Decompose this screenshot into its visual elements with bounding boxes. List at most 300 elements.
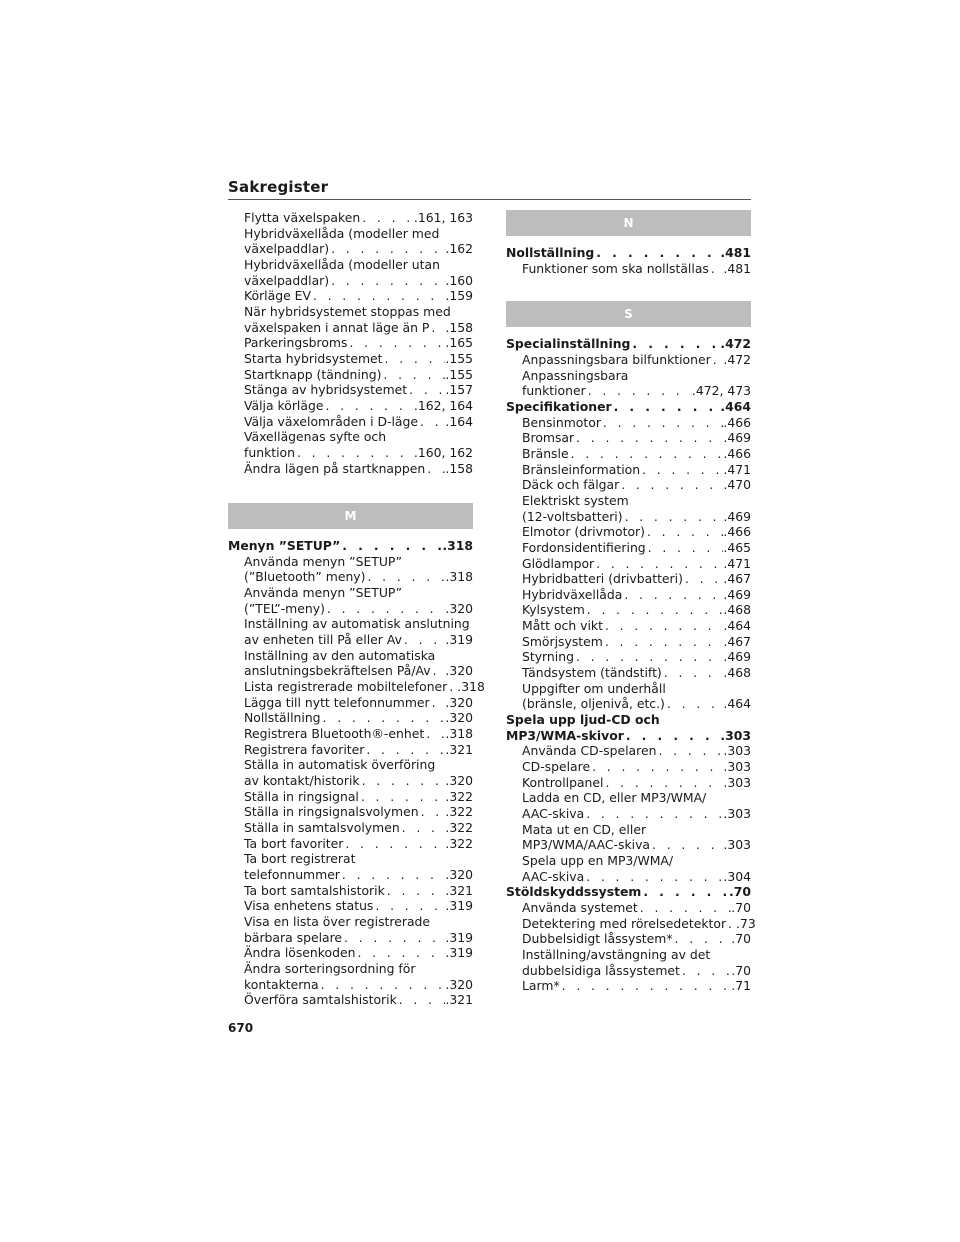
dot-leader [645,524,723,540]
dot-leader [601,415,723,431]
entry-text: Lägga till nytt telefonnummer [244,694,430,710]
dot-leader [586,383,692,399]
entry-page-ref: .320 [445,710,473,726]
dot-leader [624,728,721,744]
entry-page-ref: .469 [723,649,751,665]
page-number: 670 [228,1021,254,1035]
entry-text: (12-voltsbatteri) [522,508,623,524]
dot-leader [373,898,445,914]
dot-leader [574,430,723,446]
entry-text: telefonnummer [244,866,340,882]
index-sub-entry [228,914,473,930]
index-sub-entry [506,822,751,838]
dot-leader [323,398,413,414]
index-main-entry [506,728,751,744]
index-group-n [506,245,751,276]
entry-page-ref: .467 [723,633,751,649]
entry-text: Flytta växelspaken [244,210,361,225]
entry-text: Däck och fälgar [522,477,620,493]
index-sub-entry [228,414,473,430]
entry-page-ref: .320 [445,694,473,710]
entry-page-ref: .466 [723,445,751,461]
entry-page-ref: .161, 163 [413,210,473,225]
index-sub-entry [506,368,751,384]
section-letter-s: S [506,301,751,327]
page-title: Sakregister [228,178,329,196]
entry-page-ref: .319 [445,632,473,648]
index-sub-entry [228,789,473,805]
entry-text: Ladda en CD, eller MP3/WMA/ [522,790,707,806]
index-main-entry [506,399,751,415]
index-sub-entry [506,477,751,493]
index-sub-entry [228,569,473,585]
index-sub-entry [228,226,473,242]
entry-page-ref: .322 [445,819,473,835]
entry-text: växelpaddlar) [244,272,330,288]
dot-leader [447,679,457,695]
entry-text: Mata ut en CD, eller [522,821,647,837]
entry-text: (bränsle, oljenivå, etc.) [522,696,665,712]
entry-page-ref: .464 [723,696,751,712]
entry-page-ref: .465 [723,539,751,555]
dot-leader [574,649,723,665]
entry-text: Hybridväxellåda [522,586,623,602]
entry-page-ref: .472, 473 [691,383,751,399]
dot-leader [603,618,723,634]
entry-page-ref: .469 [723,508,751,524]
entry-text: Glödlampor [522,555,595,571]
entry-text: Ändra lösenkoden [244,945,356,961]
entry-page-ref: .481 [723,260,751,276]
entry-text: Elmotor (drivmotor) [522,524,645,540]
entry-page-ref: .471 [723,555,751,571]
entry-page-ref: .158 [445,460,473,476]
entry-text: Använda menyn ”SETUP” [244,553,403,569]
index-sub-entry [506,634,751,650]
entry-text: Menyn ”SETUP” [228,538,341,554]
index-sub-entry [506,587,751,603]
index-sub-entry [228,977,473,993]
index-sub-entry [506,571,751,587]
entry-text: Kontrollpanel [522,774,604,790]
entry-text: Hybridbatteri (drivbatteri) [522,571,683,587]
dot-leader [402,632,445,648]
entry-page-ref: .464 [723,618,751,634]
index-sub-entry [506,524,751,540]
dot-leader [683,571,723,587]
dot-leader [641,884,729,900]
entry-text: Mått och vikt [522,618,603,634]
index-group-s [506,336,756,994]
dot-leader [603,775,723,791]
entry-page-ref: .318 [457,679,485,695]
index-sub-entry [506,383,751,399]
entry-text: När hybridsystemet stoppas med [244,303,451,319]
index-sub-entry [228,601,473,617]
dot-leader [360,210,414,226]
entry-page-ref: .165 [445,335,473,351]
index-sub-entry [506,853,751,869]
entry-page-ref: .162 [445,241,473,257]
entry-page-ref: .70 [731,962,751,978]
index-sub-entry [506,602,751,618]
dot-leader [623,509,724,525]
entry-text: Spela upp en MP3/WMA/ [522,852,674,868]
index-sub-entry [228,804,473,820]
entry-text: Visa en lista över registrerade [244,913,431,929]
entry-page-ref: .157 [445,382,473,398]
entry-page-ref: .320 [445,663,473,679]
entry-page-ref: .322 [445,835,473,851]
entry-page-ref: .468 [723,602,751,618]
entry-page-ref: .466 [723,524,751,540]
index-sub-entry [506,900,751,916]
entry-page-ref: .155 [445,350,473,366]
index-group-continued [228,210,473,476]
dot-leader [311,288,445,304]
index-sub-entry [506,618,751,634]
dot-leader [329,273,445,289]
entry-page-ref: .70 [731,899,751,915]
entry-page-ref: .159 [445,288,473,304]
entry-text: dubbelsidiga låssystemet [522,962,680,978]
dot-leader [425,461,445,477]
entry-text: CD-spelare [522,759,591,775]
entry-text: Ställa in samtalsvolymen [244,819,400,835]
entry-text: Larm* [522,978,560,994]
index-sub-entry [506,261,751,277]
index-sub-entry [506,446,751,462]
index-sub-entry [228,398,473,414]
entry-text: växelpaddlar) [244,241,330,257]
header-rule [228,199,751,200]
entry-text: Bränsleinformation [522,461,641,477]
entry-page-ref: .160, 162 [413,444,473,460]
index-sub-entry [228,304,473,320]
index-sub-entry [228,648,473,664]
dot-leader [665,696,724,712]
dot-leader [594,245,720,261]
dot-leader [364,742,445,758]
index-sub-entry [228,554,473,570]
index-sub-entry [506,947,751,963]
entry-text: MP3/WMA/AAC-skiva [522,837,651,853]
index-sub-entry [506,759,751,775]
index-sub-entry [506,681,751,697]
entry-page-ref: .319 [445,929,473,945]
index-sub-entry [228,461,473,477]
section-letter-m: M [228,503,473,529]
index-sub-entry [228,757,473,773]
entry-text: Starta hybridsystemet [244,350,383,366]
entry-text: av kontakt/historik [244,773,360,788]
entry-text: Spela upp ljud-CD och [506,712,660,728]
dot-leader [590,759,723,775]
entry-page-ref: .472 [723,351,751,367]
dot-leader [295,445,414,461]
entry-text: Ställa in ringsignal [244,788,359,804]
entry-text: Ändra lägen på startknappen [244,460,426,476]
entry-text: funktion [244,444,295,460]
entry-text: Kylsystem [522,602,585,618]
index-sub-entry [506,743,751,759]
entry-text: Nollställning [506,245,595,260]
dot-leader [619,477,723,493]
index-sub-entry [506,931,751,947]
entry-text: Registrera Bluetooth®-enhet [244,726,425,742]
entry-page-ref: .319 [445,945,473,961]
dot-leader [680,963,731,979]
entry-text: Inställning av den automatiska [244,647,436,663]
dot-leader [638,900,732,916]
entry-text: Ändra sorteringsordning för [244,960,416,976]
index-column-left [228,210,485,1008]
entry-page-ref: .160 [445,272,473,288]
index-main-entry [506,245,751,261]
index-sub-entry [506,540,751,556]
dot-leader [381,367,445,383]
dot-leader [662,665,724,681]
entry-text: Uppgifter om underhåll [522,680,666,696]
entry-page-ref: .322 [445,788,473,804]
entry-page-ref: .304 [723,868,751,884]
dot-leader [594,556,723,572]
entry-page-ref: .321 [445,882,473,898]
index-sub-entry [228,820,473,836]
entry-text: Bensinmotor [522,414,601,430]
index-sub-entry [506,775,751,791]
index-main-entry [506,336,751,352]
entry-text: av enheten till På eller Av [244,632,402,648]
dot-leader [584,806,723,822]
entry-page-ref: .303 [723,837,751,853]
entry-text: Hybridväxellåda (modeller med [244,225,440,241]
entry-text: AAC-skiva [522,868,585,884]
index-sub-entry [506,790,751,806]
entry-text: Hybridväxellåda (modeller utan [244,256,440,272]
index-sub-entry [228,445,473,461]
entry-text: Bränsle [522,445,569,461]
entry-text: Lista registrerade mobiltelefoner [244,679,448,695]
dot-leader [397,992,446,1008]
entry-page-ref: .318 [445,726,473,742]
entry-page-ref: .320 [445,773,473,788]
index-sub-entry [506,869,751,885]
entry-page-ref: .321 [445,741,473,757]
index-sub-entry [228,898,473,914]
entry-page-ref: .319 [445,898,473,914]
entry-page-ref: .471 [723,461,751,477]
index-sub-entry [228,616,473,632]
index-sub-entry [228,726,473,742]
dot-leader [650,837,723,853]
dot-leader [360,773,446,789]
dot-leader [612,399,721,415]
entry-page-ref: .468 [723,665,751,681]
index-sub-entry [506,915,756,932]
index-sub-entry [228,241,473,257]
index-sub-entry [228,992,473,1008]
entry-text: Överföra samtalshistorik [244,992,397,1008]
entry-text: Dubbelsidigt låssystem* [522,931,673,947]
entry-text: Inställning av automatisk anslutning [244,616,470,632]
index-sub-entry [228,710,473,726]
index-sub-entry [506,556,751,572]
entry-text: Använda menyn ”SETUP” [244,585,403,601]
index-sub-entry [228,632,473,648]
entry-text: Använda systemet [522,899,638,915]
entry-text: Ta bort samtalshistorik [244,882,385,898]
index-sub-entry [506,430,751,446]
entry-text: Specialinställning [506,336,631,352]
index-sub-entry [228,742,473,758]
entry-text: Elektriskt system [522,492,629,508]
entry-text: Detektering med rörelsedetektor [522,915,727,931]
dot-leader [569,446,724,462]
dot-leader [622,587,723,603]
dot-leader [385,883,446,899]
entry-text: Stänga av hybridsystemet [244,382,408,398]
dot-leader [726,916,736,932]
entry-text: Välja körläge [244,397,324,413]
dot-leader [325,601,446,617]
dot-leader [359,789,446,805]
index-sub-entry [228,585,473,601]
index-sub-entry [228,288,473,304]
dot-leader [431,663,446,679]
entry-text: Ställa in automatisk överföring [244,757,436,773]
entry-page-ref: .162, 164 [413,397,473,413]
index-sub-entry [228,773,473,789]
entry-page-ref: .320 [445,976,473,992]
entry-page-ref: .469 [723,430,751,446]
dot-leader [673,931,732,947]
entry-page-ref: .71 [731,978,751,994]
index-sub-entry [228,335,473,351]
entry-text: kontakterna [244,976,319,992]
index-sub-entry [228,382,473,398]
index-group-m [228,538,485,1008]
index-sub-entry [506,352,751,368]
index-sub-entry [506,493,751,509]
dot-leader [340,538,442,554]
dot-leader [365,569,445,585]
index-sub-entry [228,257,473,273]
dot-leader [584,869,723,885]
entry-text: Nollställning [244,710,321,726]
dot-leader [383,351,446,367]
dot-leader [656,743,723,759]
entry-text: bärbara spelare [244,929,343,945]
dot-leader [321,710,446,726]
index-sub-entry [228,663,473,679]
entry-page-ref: .320 [445,600,473,616]
entry-text: växelspaken i annat läge än P [244,319,430,335]
entry-text: (”TEL”-meny) [244,600,325,616]
index-sub-entry [228,883,473,899]
entry-text: Styrning [522,649,574,665]
dot-leader [630,336,720,352]
entry-page-ref: .155 [445,366,473,382]
index-sub-entry [228,836,473,852]
index-sub-entry [228,945,473,961]
entry-page-ref: .470 [723,477,751,493]
entry-text: Ta bort favoriter [244,835,344,851]
dot-leader [424,726,445,742]
entry-page-ref: .303 [723,806,751,821]
index-sub-entry [506,806,751,822]
index-sub-entry [228,429,473,445]
index-sub-entry [506,415,751,431]
index-sub-entry [506,665,751,681]
entry-text: (”Bluetooth” meny) [244,569,366,585]
dot-leader [560,978,732,994]
index-sub-entry [506,978,751,994]
dot-leader [343,836,445,852]
entry-page-ref: .303 [723,743,751,759]
index-sub-entry [228,679,485,695]
index-sub-entry [506,963,751,979]
index-main-entry [506,712,751,728]
entry-text: Smörjsystem [522,633,603,649]
index-sub-entry [228,695,473,711]
entry-text: Bromsar [522,430,575,446]
dot-leader [709,261,724,277]
dot-leader [711,352,724,368]
index-sub-entry [228,351,473,367]
dot-leader [347,335,445,351]
index-sub-entry [506,837,751,853]
dot-leader [603,634,724,650]
entry-text: Ta bort registrerat [244,851,356,867]
entry-text: AAC-skiva [522,806,585,821]
dot-leader [429,320,445,336]
dot-leader [585,602,724,618]
index-main-entry [228,538,473,554]
entry-page-ref: .320 [445,866,473,882]
entry-page-ref: .481 [720,245,751,260]
entry-page-ref: .472 [720,336,751,352]
index-sub-entry [506,696,751,712]
index-sub-entry [228,961,473,977]
entry-text: anslutningsbekräftelsen På/Av [244,663,431,679]
entry-text: Funktioner som ska nollställas [522,260,709,276]
entry-text: Startknapp (tändning) [244,366,382,382]
index-sub-entry [228,851,473,867]
dot-leader [340,867,445,883]
index-sub-entry [228,867,473,883]
entry-text: Stöldskyddssystem [506,884,642,900]
entry-text: MP3/WMA-skivor [506,727,624,743]
entry-text: Anpassningsbara bilfunktioner [522,351,711,367]
entry-page-ref: .70 [731,931,751,947]
dot-leader [419,804,446,820]
index-sub-entry [506,649,751,665]
dot-leader [418,414,445,430]
index-column-right [506,210,756,994]
entry-page-ref: .73 [736,915,756,931]
entry-text: Ställa in ringsignalsvolymen [244,804,419,820]
entry-text: Tändsystem (tändstift) [522,665,662,681]
index-main-entry [506,884,751,900]
entry-page-ref: .321 [445,992,473,1008]
dot-leader [400,820,446,836]
dot-leader [646,540,724,556]
entry-page-ref: .469 [723,586,751,602]
dot-leader [355,945,445,961]
index-sub-entry [506,509,751,525]
index-sub-entry [228,210,473,226]
